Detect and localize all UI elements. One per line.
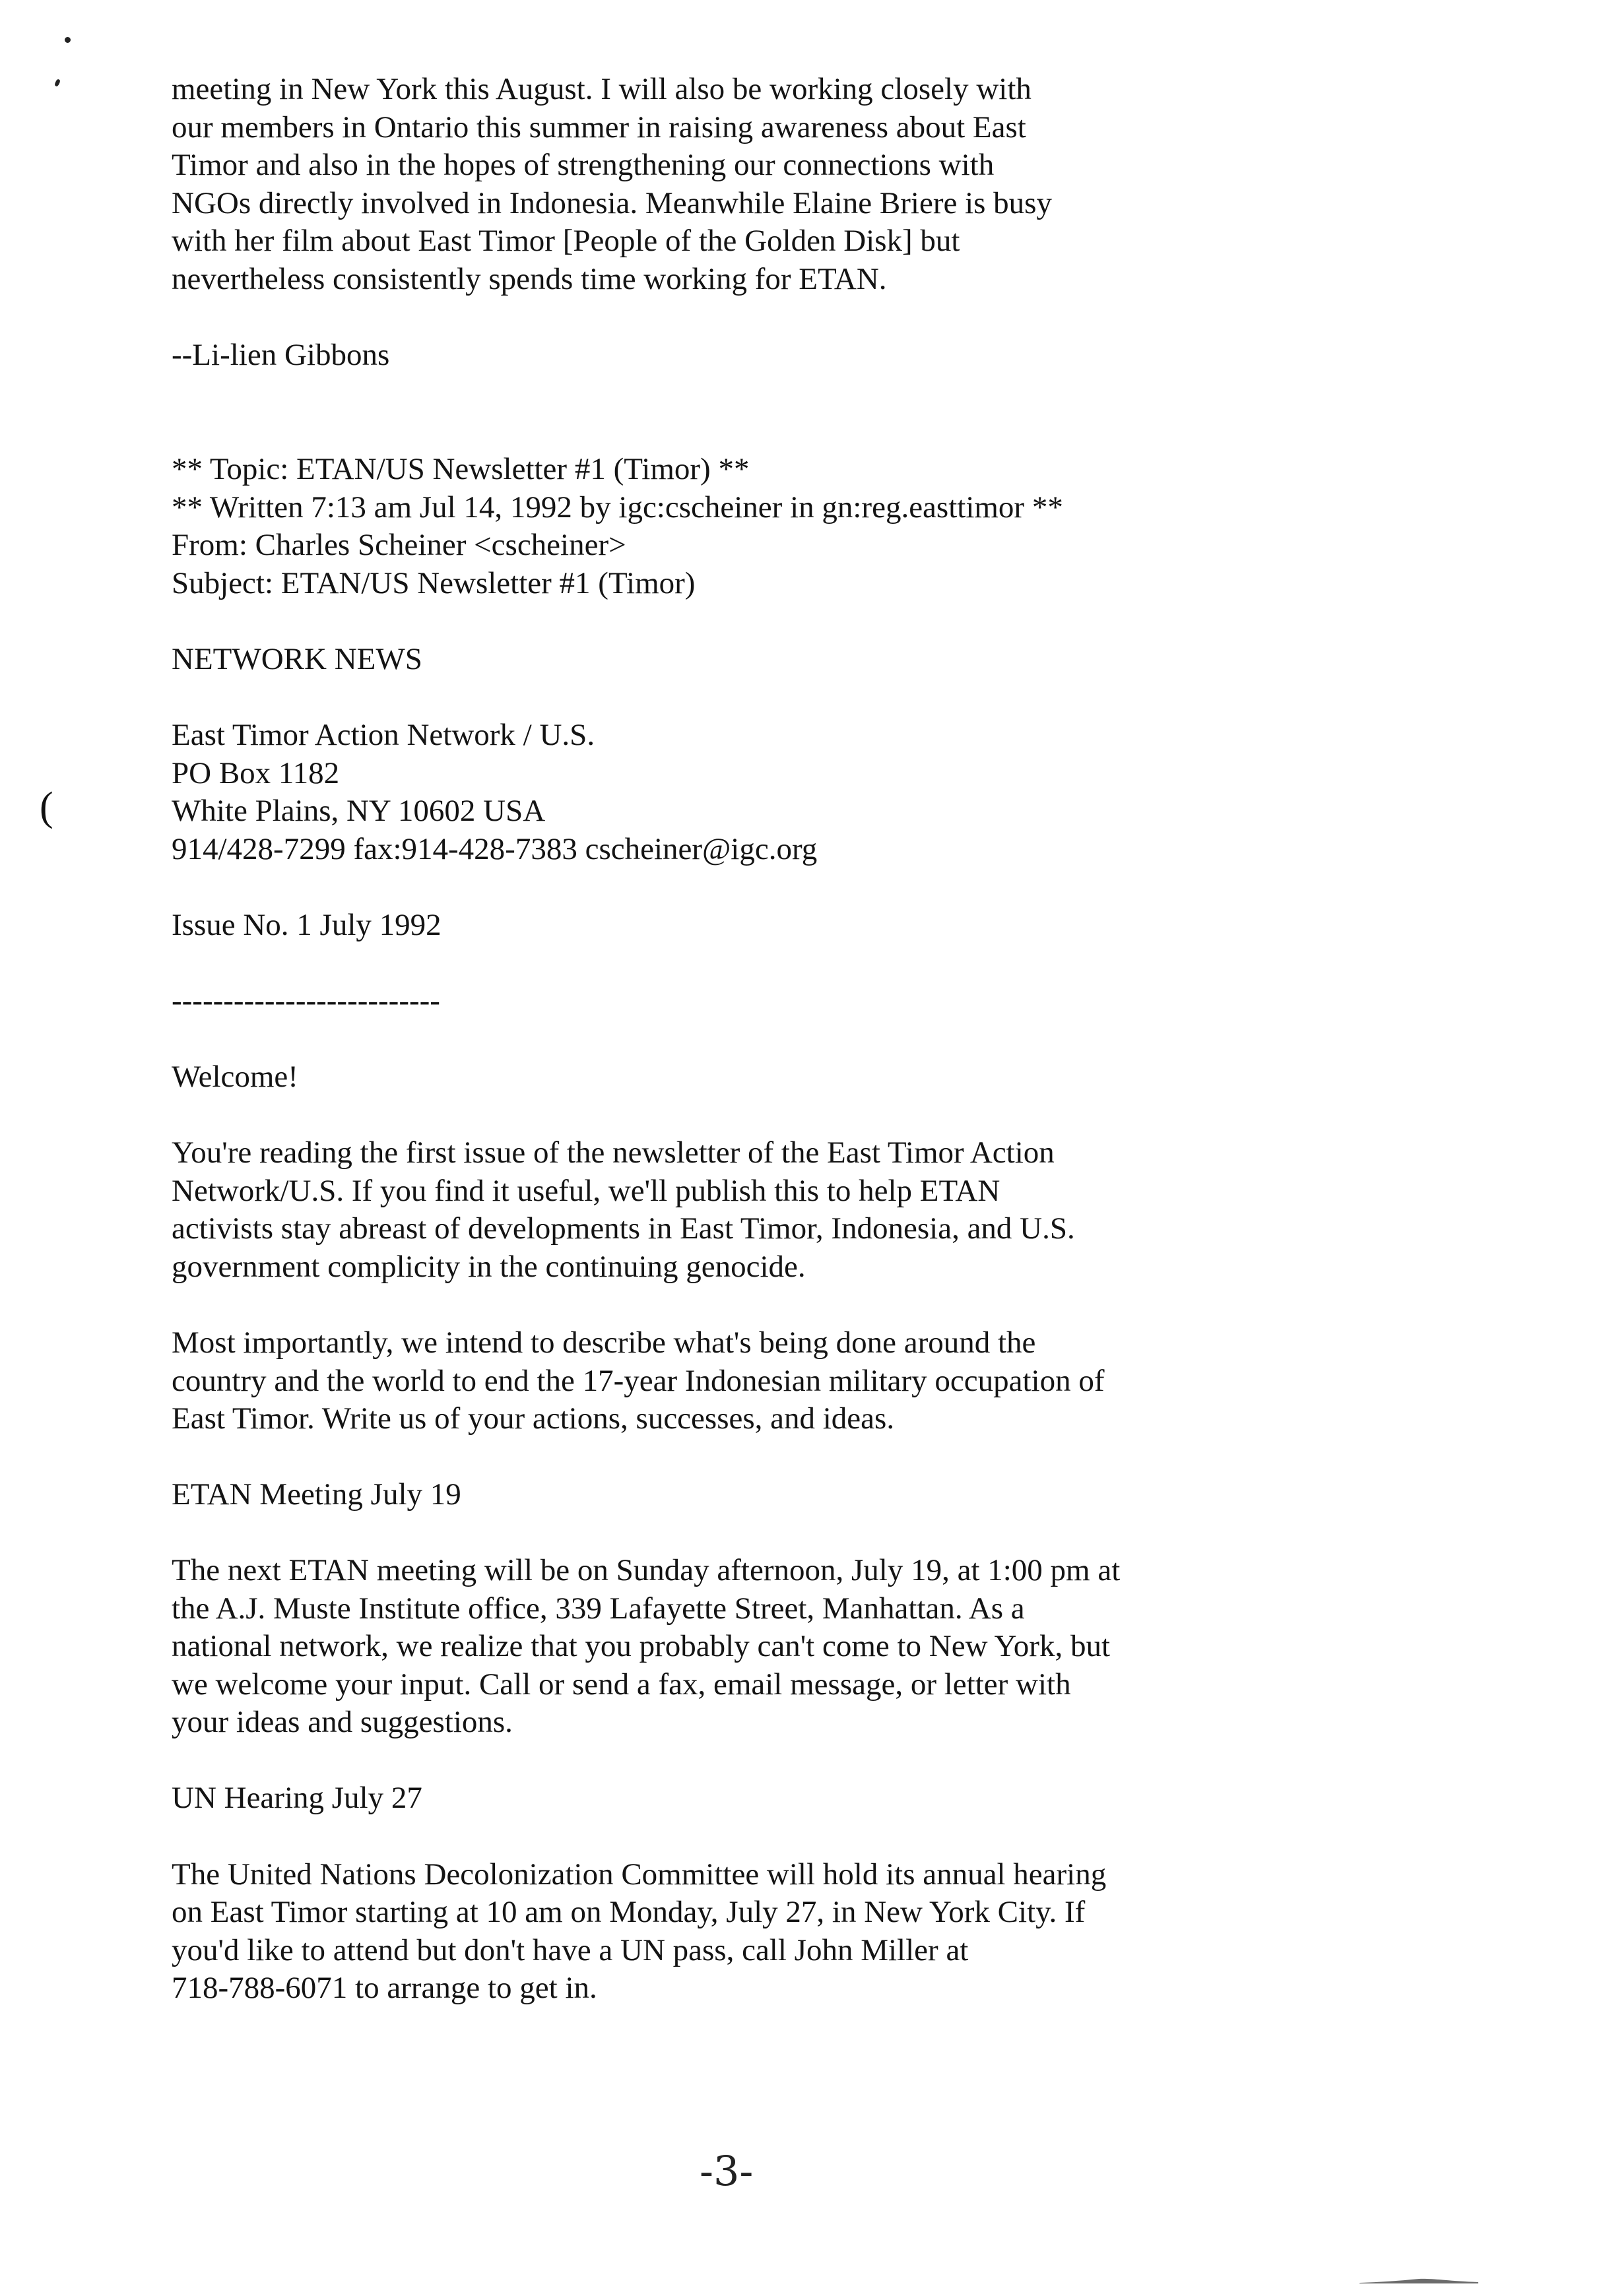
section-heading: UN Hearing July 27: [172, 1781, 422, 1815]
message-header-topic: ** Topic: ETAN/US Newsletter #1 (Timor) **: [172, 452, 750, 486]
text-line: meeting in New York this August. I will also be working closely with: [172, 72, 1032, 106]
stray-mark: [54, 79, 61, 87]
scan-smudge: [1359, 2278, 1478, 2284]
contact-line: 914/428-7299 fax:914-428-7383 cscheiner@igc.org: [172, 832, 818, 866]
text-line: national network, we realize that you probably can't come to New York, but: [172, 1629, 1111, 1663]
text-line: The next ETAN meeting will be on Sunday afternoon, July 19, at 1:00 pm at: [172, 1553, 1121, 1587]
message-header-written: ** Written 7:13 am Jul 14, 1992 by igc:cscheiner in gn:reg.easttimor **: [172, 490, 1063, 525]
text-line: East Timor. Write us of your actions, successes, and ideas.: [172, 1401, 895, 1436]
text-line: the A.J. Muste Institute office, 339 Lafayette Street, Manhattan. As a: [172, 1591, 1025, 1626]
stray-mark: [65, 37, 71, 43]
text-line: 718-788-6071 to arrange to get in.: [172, 1971, 597, 2005]
text-line: government complicity in the continuing genocide.: [172, 1250, 806, 1284]
text-line: on East Timor starting at 10 am on Monday, July 27, in New York City. If: [172, 1895, 1086, 1929]
address-line: White Plains, NY 10602 USA: [172, 794, 546, 828]
text-line: activists stay abreast of developments in East Timor, Indonesia, and U.S.: [172, 1211, 1075, 1246]
text-line: The United Nations Decolonization Committee will hold its annual hearing: [172, 1857, 1107, 1892]
text-line: Most importantly, we intend to describe what's being done around the: [172, 1325, 1036, 1360]
text-line: You're reading the first issue of the newsletter of the East Timor Action: [172, 1135, 1055, 1170]
page-number: -3-: [700, 2147, 754, 2195]
text-line: with her film about East Timor [People of the Golden Disk] but: [172, 224, 960, 258]
text-line: nevertheless consistently spends time working for ETAN.: [172, 262, 887, 296]
message-header-from: From: Charles Scheiner <cscheiner>: [172, 528, 626, 562]
margin-mark: (: [40, 784, 53, 829]
text-line: Timor and also in the hopes of strengthening our connections with: [172, 148, 995, 182]
section-heading: Welcome!: [172, 1060, 298, 1094]
issue-line: Issue No. 1 July 1992: [172, 908, 442, 942]
text-line: you'd like to attend but don't have a UN pass, call John Miller at: [172, 1933, 969, 1967]
address-line: PO Box 1182: [172, 756, 340, 790]
message-header-subject: Subject: ETAN/US Newsletter #1 (Timor): [172, 566, 696, 600]
signature-line: --Li-lien Gibbons: [172, 338, 390, 372]
text-line: country and the world to end the 17-year Indonesian military occupation of: [172, 1364, 1105, 1398]
text-line: our members in Ontario this summer in raising awareness about East: [172, 110, 1026, 144]
address-line: East Timor Action Network / U.S.: [172, 718, 595, 752]
text-line: we welcome your input. Call or send a fax, email message, or letter with: [172, 1667, 1071, 1702]
section-heading: NETWORK NEWS: [172, 642, 422, 676]
divider-line: --------------------------: [172, 984, 440, 1018]
text-line: your ideas and suggestions.: [172, 1705, 513, 1739]
section-heading: ETAN Meeting July 19: [172, 1477, 461, 1512]
text-line: NGOs directly involved in Indonesia. Meanwhile Elaine Briere is busy: [172, 186, 1052, 220]
text-line: Network/U.S. If you find it useful, we'll publish this to help ETAN: [172, 1174, 1000, 1208]
